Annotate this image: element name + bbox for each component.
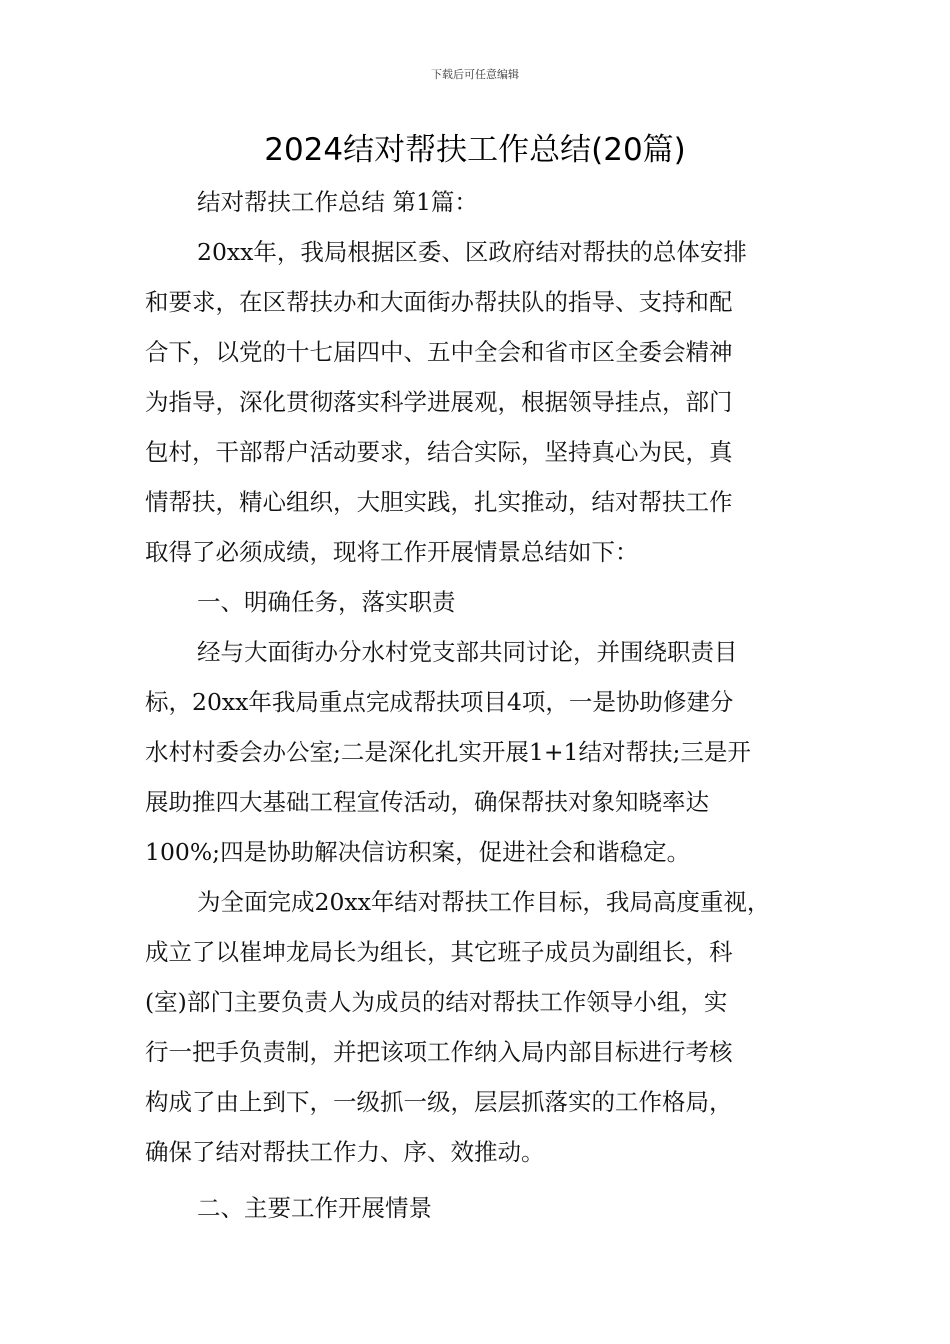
body-line: 经与大面街办分水村党支部共同讨论，并围绕职责目 <box>197 638 738 666</box>
body-line: 成立了以崔坤龙局长为组长，其它班子成员为副组长，科 <box>145 938 733 966</box>
body-line: 水村村委会办公室;二是深化扎实开展1+1结对帮扶;三是开 <box>145 738 751 766</box>
body-line: 行一把手负责制，并把该项工作纳入局内部目标进行考核 <box>145 1038 733 1066</box>
body-line: 为全面完成20xx年结对帮扶工作目标，我局高度重视， <box>197 888 771 916</box>
body-line: 确保了结对帮扶工作力、序、效推动。 <box>145 1138 545 1166</box>
body-line: 和要求，在区帮扶办和大面街办帮扶队的指导、支持和配 <box>145 288 733 316</box>
body-line: 结对帮扶工作总结 第1篇： <box>197 188 478 216</box>
body-line: 100%;四是协助解决信访积案，促进社会和谐稳定。 <box>145 838 691 866</box>
body-line: 为指导，深化贯彻落实科学进展观，根据领导挂点，部门 <box>145 388 733 416</box>
page-header-note: 下载后可任意编辑 <box>431 68 519 81</box>
body-line: 一、明确任务，落实职责 <box>197 588 456 616</box>
body-line: 展助推四大基础工程宣传活动，确保帮扶对象知晓率达 <box>145 788 709 816</box>
body-line: (室)部门主要负责人为成员的结对帮扶工作领导小组，实 <box>145 988 728 1016</box>
body-line: 构成了由上到下，一级抓一级，层层抓落实的工作格局， <box>145 1088 733 1116</box>
body-line: 标，20xx年我局重点完成帮扶项目4项，一是协助修建分 <box>145 688 734 716</box>
document-body <box>145 177 825 1233</box>
body-line: 合下，以党的十七届四中、五中全会和省市区全委会精神 <box>145 338 733 366</box>
body-line: 20xx年，我局根据区委、区政府结对帮扶的总体安排 <box>197 238 747 266</box>
body-line: 情帮扶，精心组织，大胆实践，扎实推动，结对帮扶工作 <box>145 488 733 516</box>
body-line: 二、主要工作开展情景 <box>197 1194 432 1222</box>
body-line: 包村，干部帮户活动要求，结合实际，坚持真心为民，真 <box>145 438 733 466</box>
body-line: 取得了必须成绩，现将工作开展情景总结如下： <box>145 538 639 566</box>
document-title: 2024结对帮扶工作总结(20篇) <box>264 132 686 168</box>
